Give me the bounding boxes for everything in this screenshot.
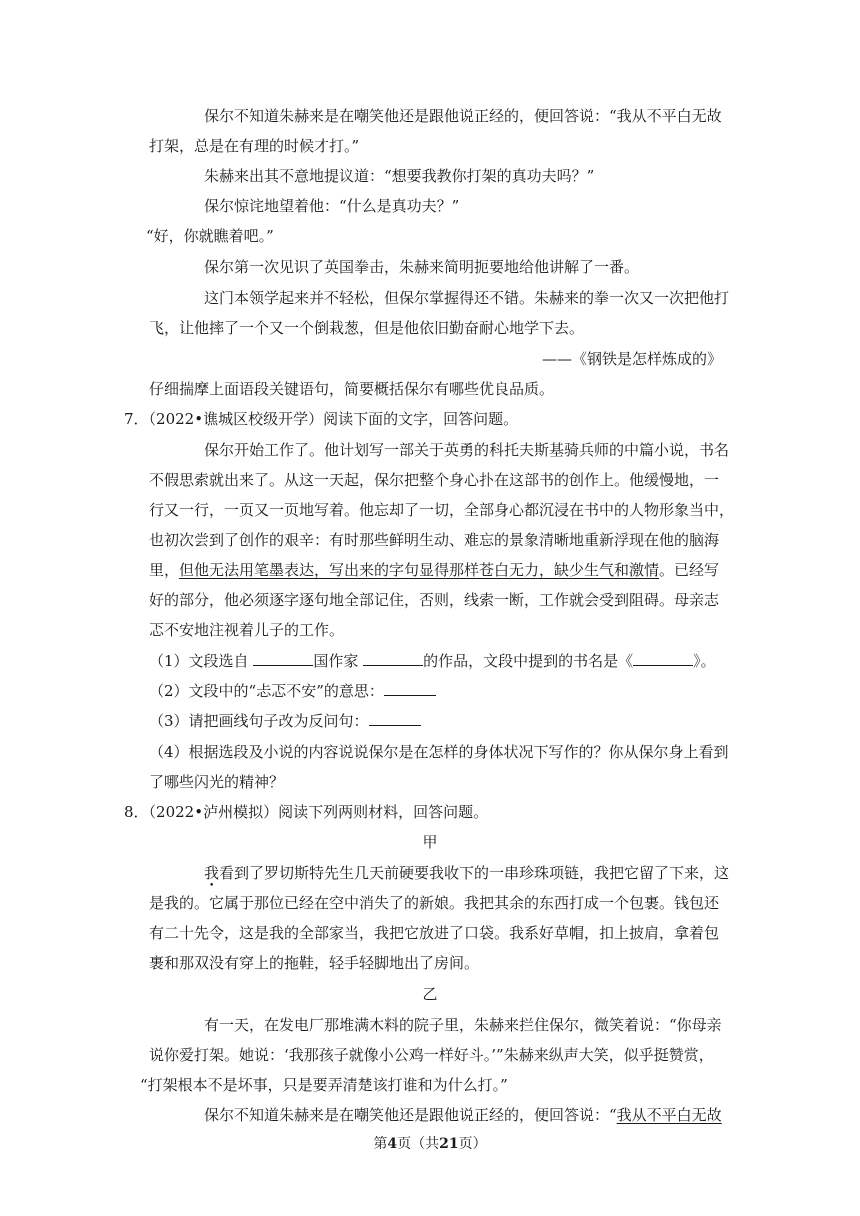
paragraph-line: “打架根本不是坏事，只是要弄清楚该打谁和为什么打。” — [140, 1076, 508, 1094]
paragraph-line: 也初次尝到了创作的艰辛：有时那些鲜明生动、难忘的景象清晰地重新浮现在他的脑海 — [149, 531, 720, 549]
text-segment: 里， — [149, 561, 180, 579]
paragraph-line: 保尔第一次见识了英国拳击，朱赫来简明扼要地给他讲解了一番。 — [204, 258, 640, 276]
question-prompt: 仔细揣摩上面语段关键语句，简要概括保尔有哪些优良品质。 — [149, 380, 555, 398]
paragraph-line — [204, 1105, 722, 1125]
answer-blank[interactable] — [633, 651, 693, 666]
text-segment: 国作家 — [313, 652, 359, 670]
paragraph-line: 保尔惊诧地望着他：“什么是真功夫？” — [204, 197, 460, 215]
text-segment: （1）文段选自 — [149, 652, 249, 670]
paragraph-line: 忑不安地注视着儿子的工作。 — [149, 621, 345, 639]
footer-text: 页（共 — [397, 1136, 440, 1152]
paragraph-line: 行又一行，一页又一页地写着。他忘却了一切，全部身心都沉浸在书中的人物形象当中， — [149, 501, 735, 519]
material-jia-title: 甲 — [422, 833, 438, 851]
emphasis-char: 我 — [204, 864, 220, 882]
material-yi-title: 乙 — [422, 985, 438, 1003]
paragraph-line: 说你爱打架。她说：‘我那孩子就像小公鸡一样好斗。’”朱赫来纵声大笑，似乎挺赞赏， — [149, 1046, 714, 1064]
sub-question-2 — [149, 681, 436, 701]
answer-blank[interactable] — [384, 681, 436, 696]
paragraph-line: 保尔开始工作了。他计划写一部关于英勇的科托夫斯基骑兵师的中篇小说，书名 — [204, 441, 730, 459]
text-segment: 。已经写 — [659, 561, 720, 579]
paragraph-line — [204, 863, 729, 883]
paragraph-line — [149, 560, 719, 580]
paragraph-line: 朱赫来出其不意地提议道：“想要我教你打架的真功夫吗？” — [204, 167, 595, 185]
page-footer — [0, 1134, 860, 1154]
paragraph-line: 有二十先令，这是我的全部家当，我把它放进了口袋。我系好草帽，扣上披肩，拿着包 — [149, 924, 720, 942]
footer-text: 页） — [458, 1136, 487, 1152]
underlined-sentence: 我从不平白无故 — [616, 1106, 722, 1124]
source-citation: ——《钢铁是怎样炼成的》 — [541, 350, 722, 368]
text-segment: 》。 — [693, 652, 716, 670]
paragraph-line: 裹和那双没有穿上的拖鞋，轻手轻脚地出了房间。 — [149, 954, 480, 972]
answer-blank[interactable] — [369, 711, 421, 726]
text-segment: 的作品，文段中提到的书名是《 — [423, 652, 634, 670]
paragraph-line: 保尔不知道朱赫来是在嘲笑他还是跟他说正经的，便回答说：“我从不平白无故 — [204, 107, 722, 125]
sub-question-4: （4）根据选段及小说的内容说说保尔是在怎样的身体状况下写作的？你从保尔身上看到 — [149, 743, 729, 761]
text-segment: 看到了罗切斯特先生几天前硬要我收下的一串珍珠项链，我把它留了下来，这 — [219, 864, 730, 882]
sub-question-3 — [149, 711, 421, 731]
page-number: 4 — [387, 1136, 398, 1152]
paragraph-line: 有一天，在发电厂那堆满木料的院子里，朱赫来拦住保尔，微笑着说：“你母亲 — [204, 1016, 722, 1034]
text-segment: 保尔不知道朱赫来是在嘲笑他还是跟他说正经的，便回答说：“ — [204, 1106, 617, 1124]
footer-text: 第 — [373, 1136, 388, 1152]
answer-blank[interactable] — [253, 651, 313, 666]
paragraph-line: 飞，让他摔了一个又一个倒栽葱，但是他依旧勤奋耐心地学下去。 — [149, 319, 585, 337]
paragraph-line: 不假思索就出来了。从这一天起，保尔把整个身心扑在这部书的创作上。他缓慢地，一 — [149, 471, 720, 489]
paragraph-line: 这门本领学起来并不轻松，但保尔掌握得还不错。朱赫来的拳一次又一次把他打 — [204, 289, 730, 307]
text-segment: （2）文段中的“忐忑不安”的意思： — [149, 682, 384, 700]
question-8-heading: 8．（2022•泸州模拟）阅读下列两则材料，回答问题。 — [124, 803, 489, 821]
sub-question-1 — [149, 651, 716, 671]
paragraph-line: 好的部分，他必须逐字逐句地全部记住，否则，线索一断，工作就会受到阻碍。母亲志 — [149, 591, 720, 609]
paragraph-line: 打架，总是在有理的时候才打。” — [149, 137, 360, 155]
sub-question-4-cont: 了哪些闪光的精神？ — [149, 773, 285, 791]
text-segment: （3）请把画线句子改为反问句： — [149, 712, 369, 730]
underlined-sentence: 但他无法用笔墨表达，写出来的字句显得那样苍白无力，缺少生气和激情 — [179, 561, 660, 579]
paragraph-line: 是我的。它属于那位已经在空中消失了的新娘。我把其余的东西打成一个包裹。钱包还 — [149, 894, 720, 912]
question-7-heading: 7．（2022•谯城区校级开学）阅读下面的文字，回答问题。 — [124, 410, 519, 428]
answer-blank[interactable] — [363, 651, 423, 666]
total-pages: 21 — [439, 1136, 459, 1152]
paragraph-line: “好，你就瞧着吧。” — [146, 227, 274, 245]
